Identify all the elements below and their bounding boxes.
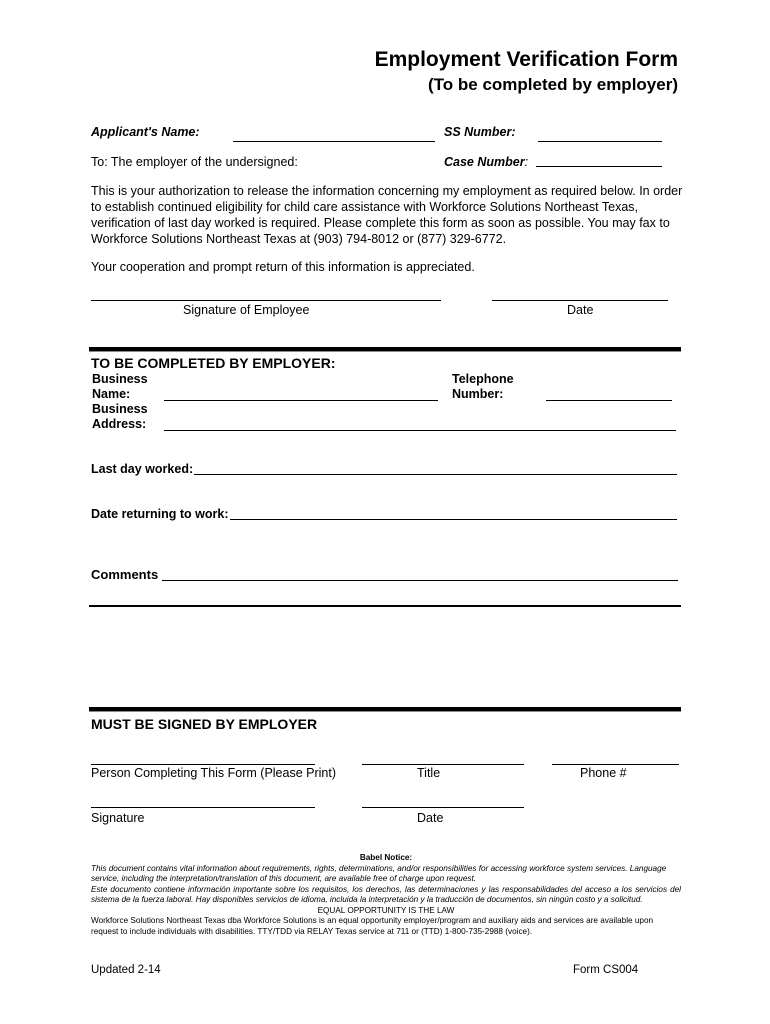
- eeo-text: Workforce Solutions Northeast Texas dba Workforce Solutions is an equal opportunity employer/program and auxiliary aids and services are available upon request to include individuals with disabilities. TTY/TDD via RELAY Texas service at 711 or (TTD) 1-800-735-2988 (voice).: [91, 916, 654, 936]
- eeo-heading: EQUAL OPPORTUNITY IS THE LAW: [317, 905, 455, 915]
- babel-english: This document contains vital information about requirements, rights, determinations, and/or responsibilities for accessing workforce system services. Language service, including the interpretation/translation of this document, are available free of charge upon request.: [91, 863, 667, 883]
- case-number-field[interactable]: [536, 166, 662, 167]
- updated-date: Updated 2-14: [91, 964, 161, 976]
- employee-date-field[interactable]: [492, 300, 668, 301]
- employee-date-label: Date: [567, 303, 594, 317]
- babel-heading: Babel Notice:: [359, 853, 413, 862]
- form-subtitle: (To be completed by employer): [427, 75, 678, 94]
- signed-section-heading: MUST BE SIGNED BY EMPLOYER: [91, 716, 318, 732]
- telephone-number-label: Telephone Number:: [452, 372, 514, 401]
- person-completing-label: Person Completing This Form (Please Print): [91, 766, 336, 780]
- comments-label: Comments: [91, 567, 159, 582]
- authorization-paragraph: This is your authorization to release the information concerning my employment as required below. In order to establish continued eligibility for child care assistance with Workforce Solutions Northeast Texas, verification of last day worked is required. Please complete this form as soon as possible. You may fax to Workforce Solutions Northeast Texas at (903) 794-8012 or (877) 329-6772.: [91, 184, 683, 246]
- case-number-label: Case Number:: [444, 155, 529, 169]
- employer-signature-label: Signature: [91, 811, 145, 825]
- comments-divider: [89, 605, 681, 607]
- last-day-worked-label: Last day worked:: [91, 462, 194, 476]
- date-returning-label: Date returning to work:: [91, 507, 229, 521]
- form-title: Employment Verification Form: [374, 48, 678, 71]
- ss-number-label: SS Number:: [444, 125, 516, 139]
- business-name-label: Business Name:: [92, 372, 148, 401]
- employer-signature-field[interactable]: [91, 807, 315, 808]
- section-divider: [89, 347, 681, 352]
- employer-date-field[interactable]: [362, 807, 524, 808]
- date-returning-field[interactable]: [230, 519, 677, 520]
- to-employer-text: To: The employer of the undersigned:: [91, 155, 298, 169]
- phone-label: Phone #: [580, 766, 627, 780]
- applicant-name-field[interactable]: [233, 141, 435, 142]
- employer-section-heading: TO BE COMPLETED BY EMPLOYER:: [91, 355, 336, 371]
- applicant-name-label: Applicant's Name:: [91, 125, 200, 139]
- form-number: Form CS004: [573, 964, 639, 976]
- last-day-worked-field[interactable]: [194, 474, 677, 475]
- employer-date-label: Date: [417, 811, 444, 825]
- title-field[interactable]: [362, 764, 524, 765]
- telephone-number-field[interactable]: [546, 400, 672, 401]
- business-name-field[interactable]: [164, 400, 438, 401]
- person-completing-field[interactable]: [91, 764, 315, 765]
- comments-field[interactable]: [162, 580, 678, 581]
- appreciation-text: Your cooperation and prompt return of this information is appreciated.: [91, 260, 475, 274]
- signature-of-employee-label: Signature of Employee: [183, 303, 310, 317]
- section-divider-2: [89, 707, 681, 712]
- employee-signature-field[interactable]: [91, 300, 441, 301]
- business-address-field[interactable]: [164, 430, 676, 431]
- babel-spanish: Este documento contiene información importante sobre los requisitos, los derechos, las determinaciones y las responsabilidades del acceso a los servicios del sistema de la fuerza laboral. Hay disponibles servicios de idioma, incluida la interpretación y la traducción de documentos, sin ningún costo y a solicitud.: [91, 884, 681, 904]
- ss-number-field[interactable]: [538, 141, 662, 142]
- babel-notice: [91, 853, 681, 937]
- title-label: Title: [417, 766, 441, 780]
- phone-field[interactable]: [552, 764, 679, 765]
- business-address-label: Business Address:: [92, 402, 148, 431]
